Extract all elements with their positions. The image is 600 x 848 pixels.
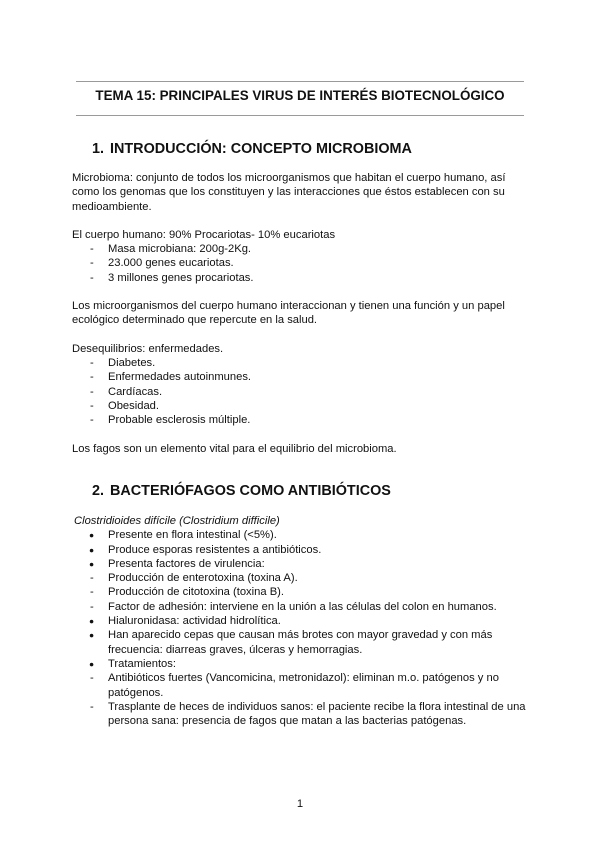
list-item: - Probable esclerosis múltiple.: [72, 413, 532, 427]
list-item: - Producción de enterotoxina (toxina A).: [72, 571, 532, 585]
list-item: - Diabetes.: [72, 356, 532, 370]
list-item: - Enfermedades autoinmunes.: [72, 370, 532, 384]
section-1-body: [72, 171, 532, 457]
list-item: - Obesidad.: [72, 399, 532, 413]
section-1-title: INTRODUCCIÓN: CONCEPTO MICROBIOMA: [110, 141, 412, 157]
list-item: - 3 millones genes procariotas.: [72, 271, 532, 285]
list-item: ● Presente en flora intestinal (<5%).: [72, 528, 532, 542]
interaction-paragraph: Los microorganismos del cuerpo humano interaccionan y tienen una función y un papel ecológico determinado que repercute en la salud.: [72, 300, 505, 327]
list-item: - 23.000 genes eucariotas.: [72, 256, 532, 270]
list-item: - Factor de adhesión: interviene en la unión a las células del colon en humanos.: [72, 600, 532, 614]
list-item: - Trasplante de heces de individuos sanos: el paciente recibe la flora intestinal de una persona sana: presencia de fagos que matan a las bacterias patógenas.: [72, 700, 532, 729]
list-item: ● Hialuronidasa: actividad hidrolítica.: [72, 614, 532, 628]
list-item: ● Produce esporas resistentes a antibióticos.: [72, 543, 532, 557]
desequilibrios-intro: Desequilibrios: enfermedades.: [72, 342, 224, 355]
organism-subheading: Clostridioides difícile (Clostridium difficile): [74, 515, 280, 527]
microbioma-definition: Microbioma: conjunto de todos los microorganismos que habitan el cuerpo humano, así como los genomas que los constituyen y las interacciones que éstos establecen con su medioambiente.: [72, 172, 506, 213]
document-title: TEMA 15: PRINCIPALES VIRUS DE INTERÉS BIOTECNOLÓGICO: [95, 88, 505, 103]
section-2-number: 2.: [92, 483, 105, 499]
section-1-number: 1.: [92, 141, 105, 157]
list-item: ● Han aparecido cepas que causan más brotes con mayor gravedad y con más frecuencia: diarreas graves, úlceras y hemorragias.: [72, 628, 532, 657]
cuerpo-humano-intro: El cuerpo humano: 90% Procariotas- 10% eucariotas: [72, 228, 336, 241]
list-item: ● Presenta factores de virulencia:: [72, 557, 532, 571]
list-item: - Cardíacas.: [72, 385, 532, 399]
clostridium-list: [72, 528, 532, 728]
title-top-rule: [76, 81, 524, 82]
section-1-heading: [92, 140, 412, 158]
list-item: - Antibióticos fuertes (Vancomicina, metronidazol): eliminan m.o. patógenos y no patógenos.: [72, 671, 532, 700]
list-item: - Producción de citotoxina (toxina B).: [72, 585, 532, 599]
section-2-heading: [92, 482, 391, 500]
section-2-body: [72, 514, 532, 728]
fagos-paragraph: Los fagos son un elemento vital para el equilibrio del microbioma.: [72, 443, 397, 456]
desequilibrios-list: [72, 356, 532, 427]
page-number: 1: [296, 798, 304, 810]
title-bottom-rule: [76, 115, 524, 116]
section-2-title: BACTERIÓFAGOS COMO ANTIBIÓTICOS: [110, 483, 391, 499]
cuerpo-humano-list: [72, 242, 532, 285]
list-item: ● Tratamientos:: [72, 657, 532, 671]
list-item: - Masa microbiana: 200g-2Kg.: [72, 242, 532, 256]
